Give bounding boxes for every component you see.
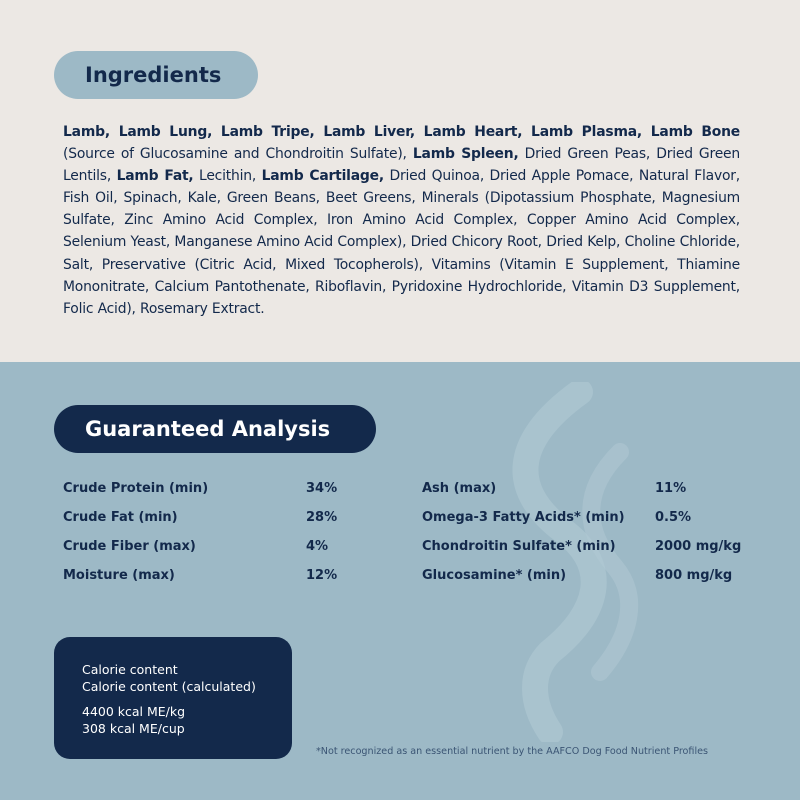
- analysis-value: 2000 mg/kg: [655, 539, 742, 554]
- analysis-value: 11%: [655, 481, 687, 496]
- analysis-value: 12%: [306, 568, 338, 583]
- calorie-content-calculated-label: Calorie content (calculated): [82, 679, 256, 694]
- calorie-content-box: [54, 637, 292, 759]
- analysis-label: Ash (max): [422, 481, 497, 496]
- ingredient-bold-segment: Lamb, Lamb Lung, Lamb Tripe, Lamb Liver, Lamb Heart, Lamb Plasma, Lamb Bone: [63, 124, 740, 140]
- calorie-per-cup: 308 kcal ME/cup: [82, 721, 185, 736]
- analysis-label: Omega-3 Fatty Acids* (min): [422, 510, 625, 525]
- ingredient-bold-segment: Lamb Cartilage,: [261, 168, 384, 185]
- calorie-per-kg: 4400 kcal ME/kg: [82, 704, 186, 719]
- analysis-value: 34%: [306, 481, 338, 496]
- analysis-label: Chondroitin Sulfate* (min): [422, 539, 616, 554]
- ingredients-title: Ingredients: [54, 51, 258, 99]
- footnote: *Not recognized as an essential nutrient by the AAFCO Dog Food Nutrient Profiles: [316, 746, 709, 757]
- ingredient-bold-segment: Lamb Spleen,: [412, 146, 519, 163]
- calorie-content-label: Calorie content: [82, 662, 178, 677]
- analysis-label: Glucosamine* (min): [422, 568, 567, 583]
- ingredient-bold-segment: Lamb Fat,: [116, 168, 194, 185]
- ingredient-segment: (Source of Glucosamine and Chondroitin Sulfate),: [63, 146, 413, 163]
- analysis-label: Crude Fat (min): [63, 510, 178, 525]
- analysis-value: 0.5%: [655, 510, 692, 525]
- analysis-value: 28%: [306, 510, 338, 525]
- ingredient-segment: Lecithin,: [193, 168, 262, 185]
- analysis-value: 4%: [306, 539, 329, 554]
- guaranteed-analysis-title: Guaranteed Analysis: [54, 405, 376, 453]
- ingredient-segment: Dried Green Peas, Dried Green Lentils,: [63, 146, 740, 185]
- analysis-label: Moisture (max): [63, 568, 175, 583]
- ingredient-segment: Dried Quinoa, Dried Apple Pomace, Natural Flavor, Fish Oil, Spinach, Kale, Green Beans, Beet Greens, Minerals (Dipotassium Phosphate, Magnesium Sulfate, Zinc Amino Acid Complex, Iron Amino Acid Complex, Copper Amino Acid Complex, Selenium Yeast, Manganese Amino Acid Complex), Dried Chicory Root, Dried Kelp, Choline Chloride, Salt, Preservative (Citric Acid, Mixed Tocopherols), Vitamins (Vitamin E Supplement, Thiamine Mononitrate, Calcium Pantothenate, Riboflavin, Pyridoxine Hydrochloride, Vitamin D3 Supplement, Folic Acid), Rosemary Extract.: [63, 168, 740, 317]
- analysis-label: Crude Fiber (max): [63, 539, 196, 554]
- analysis-value: 800 mg/kg: [655, 568, 733, 583]
- analysis-label: Crude Protein (min): [63, 481, 209, 496]
- ingredients-list: [63, 121, 740, 320]
- steam-decoration: [470, 382, 670, 742]
